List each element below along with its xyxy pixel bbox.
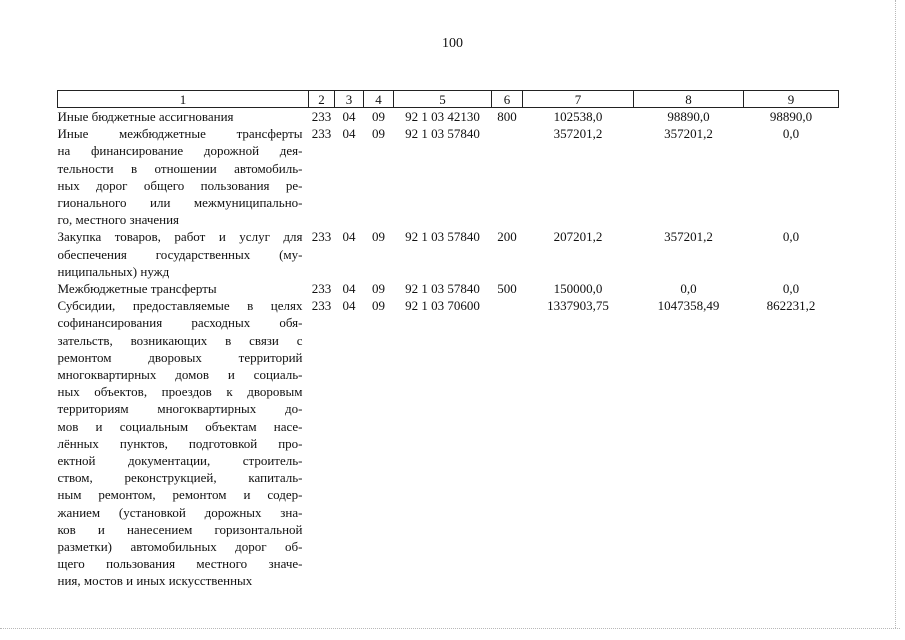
- item-name-line: жанием (установкой дорожных зна-: [57, 504, 303, 520]
- item-name-line: го, местного значения: [57, 212, 180, 228]
- column-header: 1: [58, 91, 309, 108]
- amount-col7-cell: 357201,2: [553, 126, 603, 142]
- item-name-line: мов и социальным объектам насе-: [57, 418, 303, 434]
- expense-type-cell: 500: [497, 281, 517, 297]
- amount-col9-cell: 98890,0: [769, 109, 813, 124]
- table-row: [58, 297, 839, 589]
- item-name-line: многоквартирных домов и социаль-: [57, 367, 303, 383]
- target-article-cell: 92 1 03 42130: [405, 109, 480, 124]
- budget-table: [57, 90, 839, 590]
- amount-col8-cell: 0,0: [680, 281, 697, 297]
- item-name-line: ным ремонтом, ремонтом и содер-: [57, 487, 303, 503]
- subsection-code-cell: 09: [372, 126, 385, 142]
- table-row: [58, 228, 839, 280]
- item-name-line: Закупка товаров, работ и услуг для: [57, 229, 303, 245]
- section-code-cell: 04: [342, 281, 356, 297]
- column-header: 4: [364, 91, 394, 108]
- item-name-line: ных объектов, проездов к дворовым: [57, 384, 303, 400]
- gr-code-cell: 233: [311, 229, 332, 245]
- item-name-line: зательств, возникающих в связи с: [57, 332, 303, 348]
- column-header: 8: [634, 91, 744, 108]
- amount-col9-cell: 862231,2: [766, 298, 816, 314]
- expense-type-cell: 800: [497, 109, 517, 124]
- item-name-cell: [58, 228, 309, 280]
- item-name-cell: [58, 280, 309, 297]
- table-header-row: [58, 91, 839, 108]
- target-article-cell: 92 1 03 57840: [405, 281, 480, 297]
- item-name-line: ния, мостов и иных искусственных: [57, 573, 253, 589]
- expense-type-cell: [492, 125, 523, 228]
- item-name-line: Иные бюджетные ассигнования: [57, 109, 234, 124]
- table-row: [58, 125, 839, 228]
- item-name-line: ниципальных) нужд: [57, 263, 170, 279]
- item-name-line: ков и нанесением горизонтальной: [57, 521, 303, 537]
- subsection-code-cell: 09: [372, 229, 385, 245]
- item-name-line: лённых пунктов, подготовкой про-: [57, 435, 303, 451]
- amount-col8-cell: 98890,0: [667, 109, 710, 124]
- gr-code-cell: 233: [311, 298, 332, 314]
- item-name-line: ремонтом дворовых территорий: [57, 349, 303, 365]
- amount-col9-cell: 0,0: [782, 281, 800, 297]
- item-name-line: ных дорог общего пользования ре-: [57, 177, 303, 193]
- item-name-line: ектной документации, строитель-: [57, 453, 303, 469]
- item-name-line: разметки) автомобильных дорог об-: [57, 539, 303, 555]
- amount-col7-cell: 150000,0: [553, 281, 603, 297]
- target-article-cell: 92 1 03 70600: [405, 298, 480, 314]
- section-code-cell: 04: [342, 229, 356, 245]
- page-edge-bottom: [0, 628, 900, 630]
- column-header: 6: [492, 91, 523, 108]
- amount-col7-cell: 1337903,75: [547, 298, 609, 314]
- gr-code-cell: 233: [311, 109, 332, 124]
- page-number: 100: [442, 36, 463, 51]
- target-article-cell: 92 1 03 57840: [405, 229, 480, 245]
- item-name-line: на финансирование дорожной дея-: [57, 143, 303, 159]
- section-code-cell: 04: [342, 298, 356, 314]
- table-row: [58, 280, 839, 297]
- item-name-line: территориям многоквартирных до-: [57, 401, 303, 417]
- item-name-line: софинансирования расходных обя-: [57, 315, 303, 331]
- column-header: 5: [394, 91, 492, 108]
- item-name-line: ством, реконструкцией, капиталь-: [57, 470, 303, 486]
- amount-col7-cell: 207201,2: [553, 229, 603, 245]
- table-row: [58, 108, 839, 126]
- gr-code-cell: 233: [311, 281, 332, 297]
- table-body: [58, 108, 839, 590]
- column-header: 7: [523, 91, 634, 108]
- amount-col8-cell: 1047358,49: [657, 298, 720, 314]
- item-name-line: обеспечения государственных (му-: [57, 246, 303, 262]
- item-name-cell: [58, 108, 309, 126]
- item-name-line: Субсидии, предоставляемые в целях: [57, 298, 303, 314]
- expense-type-cell: [492, 297, 523, 589]
- section-code-cell: 04: [342, 109, 356, 124]
- amount-col9-cell: 0,0: [782, 126, 800, 142]
- section-code-cell: 04: [342, 126, 356, 142]
- subsection-code-cell: 09: [372, 109, 385, 124]
- gr-code-cell: 233: [311, 126, 332, 142]
- item-name-line: тельности в отношении автомобиль-: [57, 160, 303, 176]
- page-edge-right: [895, 0, 897, 628]
- item-name-line: щего пользования местного значе-: [57, 556, 303, 572]
- item-name-line: гионального или межмуниципально-: [57, 195, 303, 211]
- item-name-cell: [58, 125, 309, 228]
- subsection-code-cell: 09: [372, 298, 385, 314]
- item-name-line: Межбюджетные трансферты: [57, 281, 217, 297]
- amount-col7-cell: 102538,0: [553, 109, 603, 124]
- amount-col8-cell: 357201,2: [664, 229, 713, 245]
- column-header: 2: [309, 91, 335, 108]
- item-name-line: Иные межбюджетные трансферты: [57, 126, 303, 142]
- expense-type-cell: 200: [497, 229, 517, 245]
- subsection-code-cell: 09: [372, 281, 385, 297]
- target-article-cell: 92 1 03 57840: [405, 126, 480, 142]
- item-name-cell: [58, 297, 309, 589]
- column-header: 9: [744, 91, 839, 108]
- column-header: 3: [335, 91, 364, 108]
- amount-col9-cell: 0,0: [782, 229, 800, 245]
- amount-col8-cell: 357201,2: [664, 126, 713, 142]
